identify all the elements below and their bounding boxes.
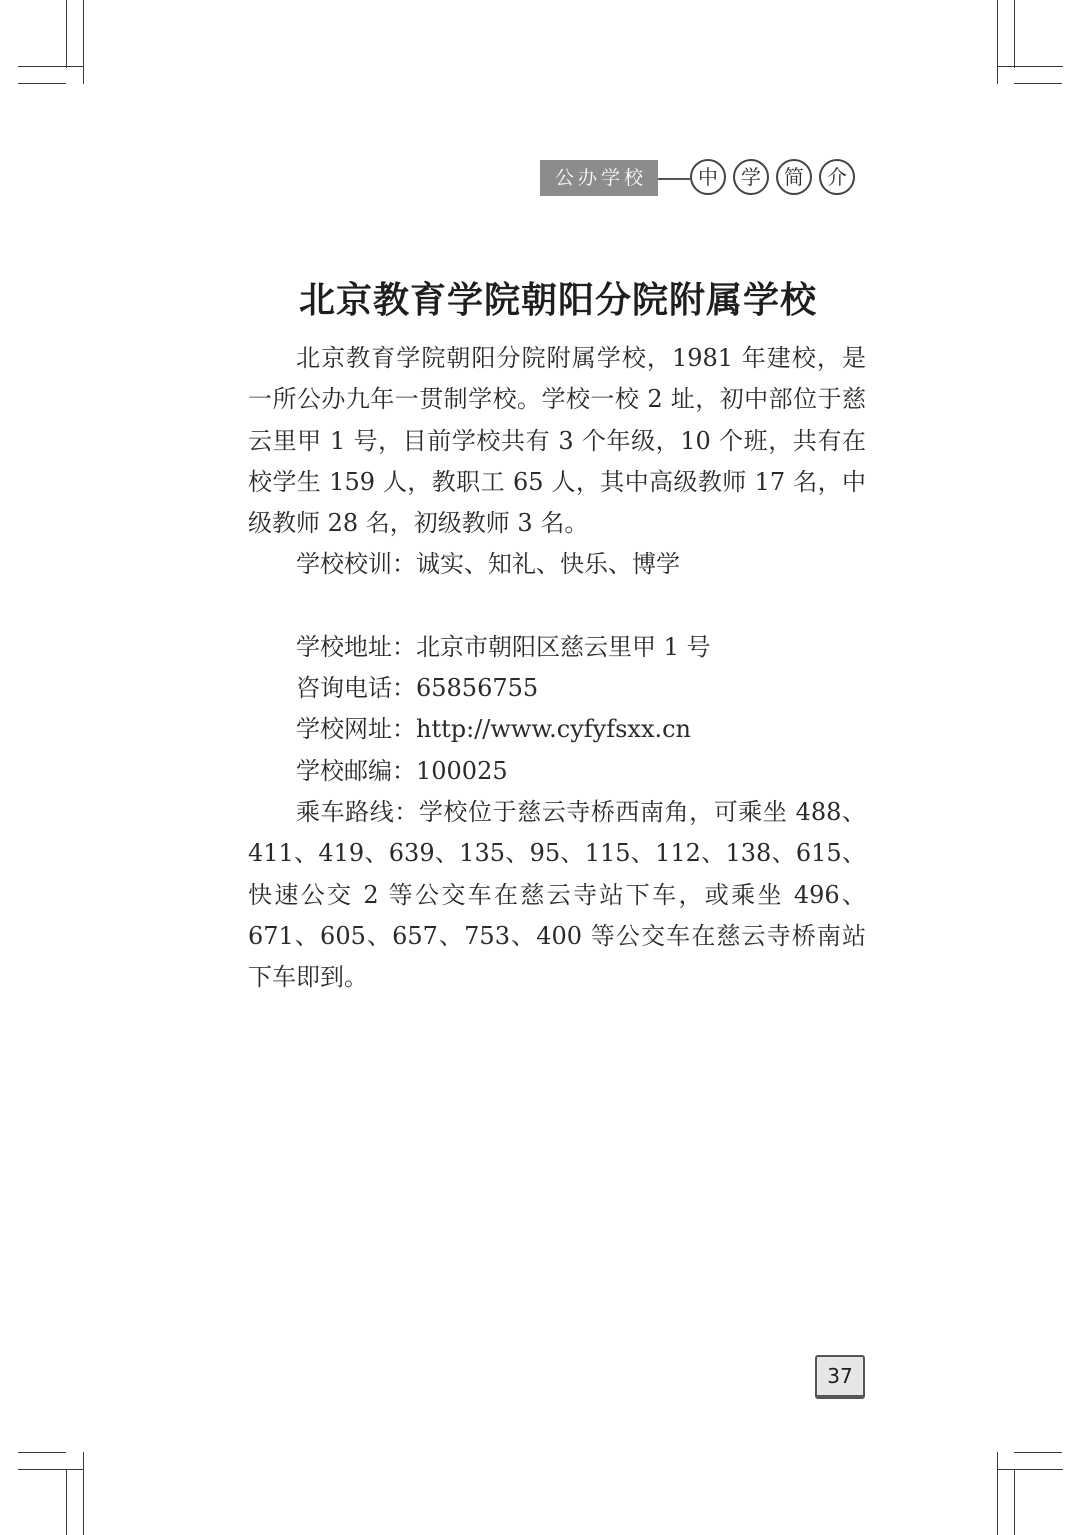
page-number: 37 [815,1355,865,1399]
section-title-circles [690,159,855,197]
crop-mark [1014,0,1015,68]
crop-mark [18,66,84,67]
phone-label: 咨询电话： [296,674,416,703]
crop-mark [1014,83,1062,84]
page-title: 北京教育学院朝阳分院附属学校 [298,280,817,321]
crop-mark [83,0,84,84]
address-value: 北京市朝阳区慈云里甲 1 号 [416,632,711,661]
route-paragraph [248,792,866,998]
website-value: http://www.cyfyfsxx.cn [416,715,692,744]
article-body [248,338,866,998]
motto-value: 诚实、知礼、快乐、博学 [416,550,680,579]
section-title-char: 中 [690,159,726,195]
crop-mark [66,0,67,68]
crop-mark [18,1452,66,1453]
address-label: 学校地址： [296,632,416,661]
crop-mark [66,1469,67,1535]
route-value: 学校位于慈云寺桥西南角，可乘坐 488、411、419、639、135、95、115、112、138、615、快速公交 2 等公交车在慈云寺站下车，或乘坐 496、671、605、657、753、400 等公交车在慈云寺桥南站下车即到。 [248,797,867,992]
postcode-line [248,751,866,792]
crop-mark [18,1469,84,1470]
crop-mark [1014,1452,1062,1453]
section-header [540,160,870,196]
route-label: 乘车路线： [296,797,419,826]
crop-mark [997,0,998,84]
crop-mark [997,1469,1063,1470]
crop-mark [18,83,66,84]
crop-mark [997,66,1063,67]
postcode-value: 100025 [416,756,508,785]
motto-label: 学校校训： [296,550,416,579]
header-connector-line [658,178,690,180]
section-title-char: 简 [776,159,812,195]
website-label: 学校网址： [296,715,416,744]
crop-mark [997,1452,998,1535]
crop-mark [1014,1469,1015,1535]
phone-line [248,668,866,709]
category-tag: 公办学校 [540,160,658,196]
postcode-label: 学校邮编： [296,756,416,785]
intro-paragraph: 北京教育学院朝阳分院附属学校，1981 年建校，是一所公办九年一贯制学校。学校一校 2 址，初中部位于慈云里甲 1 号，目前学校共有 3 个年级，10 个班，共有在校学生 159 人，教职工 65 人，其中高级教师 17 名，中级教师 28 名，初级教师 3 名。 [248,344,866,538]
motto-line [248,544,866,585]
crop-mark [83,1452,84,1535]
section-title-char: 学 [733,159,769,195]
address-line [248,627,866,668]
section-title-char: 介 [819,159,855,195]
phone-value: 65856755 [416,674,539,703]
website-line [248,709,866,750]
